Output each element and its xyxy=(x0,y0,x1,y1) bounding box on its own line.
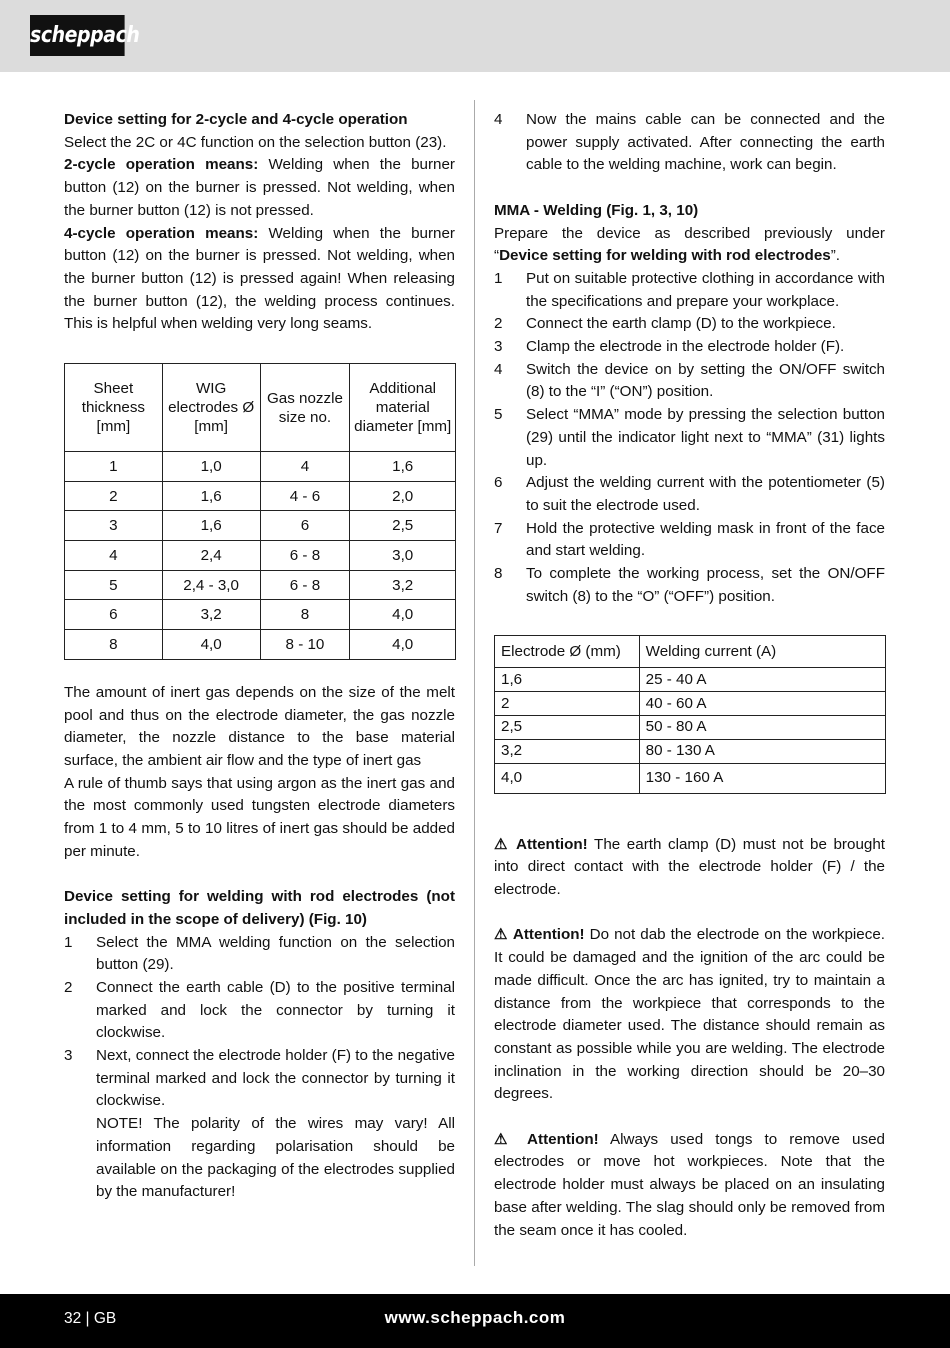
table-cell: 1,6 xyxy=(495,668,640,692)
table-cell: 6 xyxy=(260,511,350,541)
step-text: Hold the protective welding mask in front of the face and start welding. xyxy=(526,519,885,560)
step-text: Select the MMA welding function on the selection button (29). xyxy=(96,933,455,974)
table-cell: 2,5 xyxy=(350,511,456,541)
step-number: 6 xyxy=(494,474,503,492)
table-header: Gas nozzle size no. xyxy=(260,364,350,452)
step-number: 7 xyxy=(494,519,503,537)
step-text: To complete the working process, set the ON/OFF switch (8) to the “O” (“OFF”) position. xyxy=(526,565,885,605)
term-label: 4-cycle operation means: xyxy=(64,224,259,242)
step-number: 1 xyxy=(64,933,73,951)
warning-paragraph xyxy=(494,834,885,902)
paragraph: Select the 2C or 4C function on the selection button (23). xyxy=(64,133,447,151)
table-row xyxy=(65,452,456,482)
cross-reference: Device setting for welding with rod electrodes xyxy=(499,247,831,265)
column-divider xyxy=(474,100,475,1266)
table-cell: 6 - 8 xyxy=(260,541,350,571)
paragraph: The amount of inert gas depends on the size of the melt pool and thus on the electrode diameter, the gas nozzle diameter, the nozzle distance to the base material surface, the ambient air flow and the type of inert gas xyxy=(64,683,455,769)
term-text: Welding when the burner button (12) on the burner is pressed. Not welding, when the burner button (12) is pressed again! When releasing the burner button (12), the welding process continues. This is helpful when welding very long seams. xyxy=(64,224,455,333)
table-cell: 4,0 xyxy=(350,630,456,660)
paragraph xyxy=(64,154,455,222)
list-item xyxy=(494,472,885,517)
table-row xyxy=(65,481,456,511)
table-cell: 25 - 40 A xyxy=(639,668,885,692)
list-item xyxy=(494,109,885,177)
table-cell: 4 - 6 xyxy=(260,481,350,511)
wig-settings-table xyxy=(64,363,456,660)
step-text: Adjust the welding current with the potentiometer (5) to suit the electrode used. xyxy=(526,474,885,514)
table-cell: 3 xyxy=(65,511,163,541)
table-header: Electrode Ø (mm) xyxy=(495,636,640,668)
table-cell: 4,0 xyxy=(350,600,456,630)
list-item xyxy=(494,404,885,472)
table-cell: 4 xyxy=(260,452,350,482)
warning-label: ⚠ Attention! xyxy=(494,926,585,944)
list-item xyxy=(494,359,885,404)
warning-text: The earth clamp (D) must not be brought into direct contact with the electrode holder (F) / the electrode. xyxy=(494,835,885,899)
table-row xyxy=(495,716,886,740)
paragraph xyxy=(64,223,455,337)
table-cell: 8 - 10 xyxy=(260,630,350,660)
table-header: Welding current (A) xyxy=(639,636,885,668)
step-number: 4 xyxy=(494,360,503,378)
table-cell: 3,2 xyxy=(350,570,456,600)
table-cell: 1,6 xyxy=(350,452,456,482)
paragraph xyxy=(494,223,885,268)
table-row xyxy=(495,739,886,763)
right-column xyxy=(494,109,885,1242)
step-text: Clamp the electrode in the electrode holder (F). xyxy=(526,338,845,356)
list-item xyxy=(494,336,885,359)
list-item xyxy=(64,977,455,1045)
step-text: Select “MMA” mode by pressing the selection button (29) until the indicator light next to “MMA” (31) lights up. xyxy=(526,406,885,469)
step-number: 2 xyxy=(494,315,503,333)
table-cell: 3,2 xyxy=(495,739,640,763)
table-row xyxy=(65,541,456,571)
step-number: 3 xyxy=(64,1047,73,1065)
section-heading: Device setting for 2-cycle and 4-cycle operation xyxy=(64,111,408,128)
step-number: 1 xyxy=(494,269,503,287)
table-row xyxy=(65,511,456,541)
warning-label: ⚠ Attention! xyxy=(494,835,588,853)
table-cell: 1,0 xyxy=(162,452,260,482)
table-cell: 2,4 xyxy=(162,541,260,571)
table-row xyxy=(495,692,886,716)
warning-text: Do not dab the electrode on the workpiece. It could be damaged and the ignition of the arc could be made difficult. Once the arc has ignited, try to maintain a distance from the workpiece that corresponds to the electrode diameter used. The distance should remain as constant as possible while you are welding. The electrode inclination in the working direction should be 20–30 degrees. xyxy=(494,926,885,1103)
welding-current-table xyxy=(494,635,886,793)
step-text: Switch the device on by setting the ON/OFF switch (8) to the “I” (“ON”) position. xyxy=(526,360,885,401)
table-cell: 8 xyxy=(65,630,163,660)
step-number: 2 xyxy=(64,978,73,996)
table-cell: 50 - 80 A xyxy=(639,716,885,740)
table-cell: 4 xyxy=(65,541,163,571)
warning-paragraph xyxy=(494,924,885,1106)
brand-logo: scheppach xyxy=(30,15,125,56)
table-header: Sheet thickness [mm] xyxy=(65,364,163,452)
step-text: Put on suitable protective clothing in accordance with the specifications and prepare your workplace. xyxy=(526,269,885,310)
list-item xyxy=(64,1045,455,1113)
step-text: Now the mains cable can be connected and the power supply activated. After connecting the earth cable to the welding machine, work can begin. xyxy=(526,111,885,174)
table-header: WIG electrodes Ø [mm] xyxy=(162,364,260,452)
step-number: 8 xyxy=(494,565,503,583)
table-cell: 2,4 - 3,0 xyxy=(162,570,260,600)
table-cell: 80 - 130 A xyxy=(639,739,885,763)
table-row xyxy=(65,600,456,630)
section-heading: Device setting for welding with rod electrodes (not included in the scope of delivery) (Fig. 10) xyxy=(64,888,455,928)
table-cell: 1,6 xyxy=(162,511,260,541)
table-cell: 2 xyxy=(495,692,640,716)
list-item xyxy=(494,518,885,563)
table-cell: 1 xyxy=(65,452,163,482)
table-header: Additional material diameter [mm] xyxy=(350,364,456,452)
table-cell: 6 - 8 xyxy=(260,570,350,600)
website-url: www.scheppach.com xyxy=(384,1308,566,1327)
table-row xyxy=(65,570,456,600)
list-item xyxy=(494,313,885,336)
step-text: Next, connect the electrode holder (F) to the negative terminal marked and lock the connector by turning it clockwise. xyxy=(96,1047,455,1110)
paragraph-text: ”. xyxy=(830,247,840,265)
table-cell: 5 xyxy=(65,570,163,600)
table-cell: 130 - 160 A xyxy=(639,763,885,793)
warning-paragraph xyxy=(494,1129,885,1243)
warning-label: ⚠ Attention! xyxy=(494,1130,599,1148)
step-number: 5 xyxy=(494,406,503,424)
paragraph: A rule of thumb says that using argon as the inert gas and the most commonly used tungsten electrode diameters from 1 to 4 mm, 5 to 10 litres of inert gas should be added per minute. xyxy=(64,774,455,860)
table-header-row xyxy=(65,364,456,452)
list-item xyxy=(64,932,455,977)
table-row xyxy=(495,668,886,692)
paragraph-text: Prepare the device as described previously under “ xyxy=(494,224,885,265)
table-header-row xyxy=(495,636,886,668)
step-text: Connect the earth clamp (D) to the workpiece. xyxy=(526,315,836,333)
table-cell: 4,0 xyxy=(162,630,260,660)
page-header xyxy=(0,0,950,72)
table-cell: 2,0 xyxy=(350,481,456,511)
step-text: Connect the earth cable (D) to the positive terminal marked and lock the connector by turning it clockwise. xyxy=(96,978,455,1042)
table-cell: 3,2 xyxy=(162,600,260,630)
list-item xyxy=(494,563,885,608)
term-label: 2-cycle operation means: xyxy=(64,156,259,174)
table-cell: 2 xyxy=(65,481,163,511)
table-cell: 1,6 xyxy=(162,481,260,511)
table-cell: 3,0 xyxy=(350,541,456,571)
step-number: 3 xyxy=(494,338,503,356)
step-number: 4 xyxy=(494,111,503,128)
table-cell: 40 - 60 A xyxy=(639,692,885,716)
table-cell: 2,5 xyxy=(495,716,640,740)
left-column xyxy=(64,109,455,1204)
term-text: Welding when the burner button (12) on the burner is pressed. Not welding, when the burner button (12) is not pressed. xyxy=(64,156,455,219)
page-footer xyxy=(0,1294,950,1348)
section-heading: MMA - Welding (Fig. 1, 3, 10) xyxy=(494,201,699,219)
warning-text: Always used tongs to remove used electrodes or move hot workpieces. Note that the electrode holder must always be placed on an insulating base after welding. The slag should only be removed from the seam once it has cooled. xyxy=(494,1130,885,1239)
table-cell: 8 xyxy=(260,600,350,630)
table-row xyxy=(495,763,886,793)
table-row xyxy=(65,630,456,660)
table-cell: 4,0 xyxy=(495,763,640,793)
note: NOTE! The polarity of the wires may vary! All information regarding polarisation should be available on the packaging of the electrodes supplied by the manufacturer! xyxy=(96,1115,455,1201)
page-number: 32 | GB xyxy=(64,1310,117,1327)
table-cell: 6 xyxy=(65,600,163,630)
list-item xyxy=(494,268,885,313)
